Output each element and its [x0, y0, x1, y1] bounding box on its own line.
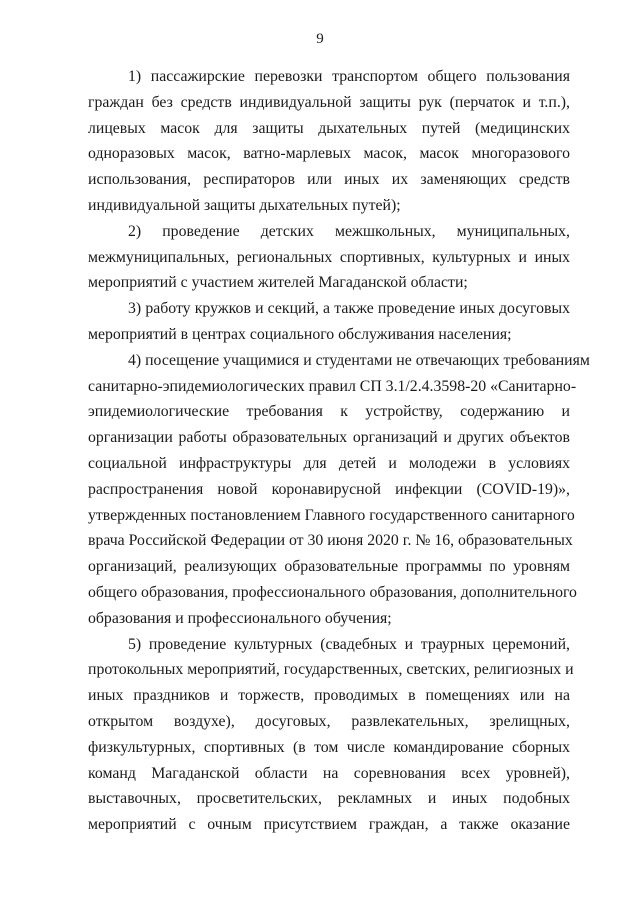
text-line: врача Российской Федерации от 30 июня 2020 г. № 16, образовательных: [88, 532, 573, 550]
text-line: межмуниципальных, региональных спортивных, культурных и иных: [88, 248, 570, 266]
text-line: граждан без средств индивидуальной защиты рук (перчаток и т.п.),: [88, 93, 570, 111]
text-line: утвержденных постановлением Главного государственного санитарного: [88, 506, 575, 524]
text-line: образования и профессионального обучения;: [88, 609, 392, 627]
text-line: организации работы образовательных организаций и других объектов: [88, 429, 570, 447]
page-number: 9: [316, 31, 324, 47]
text-line: мероприятий с очным присутствием граждан, а также оказание: [88, 816, 570, 834]
text-line: мероприятий с участием жителей Магаданской области;: [88, 274, 468, 292]
text-line: открытом воздухе), досуговых, развлекательных, зрелищных,: [88, 712, 570, 730]
text-line: иных праздников и торжеств, проводимых в помещениях или на: [88, 687, 570, 705]
text-line: мероприятий в центрах социального обслуживания населения;: [88, 325, 512, 343]
text-line: 2) проведение детских межшкольных, муниципальных,: [128, 222, 570, 240]
text-line: организаций, реализующих образовательные программы по уровням: [88, 558, 570, 576]
text-line: выставочных, просветительских, рекламных и иных подобных: [88, 790, 570, 808]
text-line: 1) пассажирские перевозки транспортом общего пользования: [128, 68, 570, 85]
text-line: одноразовых масок, ватно-марлевых масок, масок многоразового: [88, 145, 570, 163]
text-line: протокольных мероприятий, государственных, светских, религиозных и: [88, 661, 574, 679]
text-line: распространения новой коронавирусной инфекции (COVID-19)»,: [88, 480, 570, 498]
text-line: 4) посещение учащимися и студентами не отвечающих требованиям: [128, 351, 590, 369]
text-line: физкультурных, спортивных (в том числе командирование сборных: [88, 738, 570, 756]
text-line: использования, респираторов или иных их заменяющих средств: [88, 171, 570, 189]
text-line: 5) проведение культурных (свадебных и траурных церемоний,: [128, 635, 570, 653]
text-line: индивидуальной защиты дыхательных путей);: [88, 196, 401, 214]
text-line: социальной инфраструктуры для детей и молодежи в условиях: [88, 454, 570, 472]
text-line: команд Магаданской области на соревнования всех уровней),: [88, 764, 570, 782]
text-line: эпидемиологические требования к устройству, содержанию и: [88, 403, 570, 421]
text-line: санитарно-эпидемиологических правил СП 3.1/2.4.3598-20 «Санитарно-: [88, 377, 577, 395]
body-text: [88, 64, 590, 838]
text-line: 3) работу кружков и секций, а также проведение иных досуговых: [128, 300, 570, 318]
text-line: общего образования, профессионального образования, дополнительного: [88, 583, 577, 601]
text-line: лицевых масок для защиты дыхательных путей (медицинских: [88, 119, 570, 137]
